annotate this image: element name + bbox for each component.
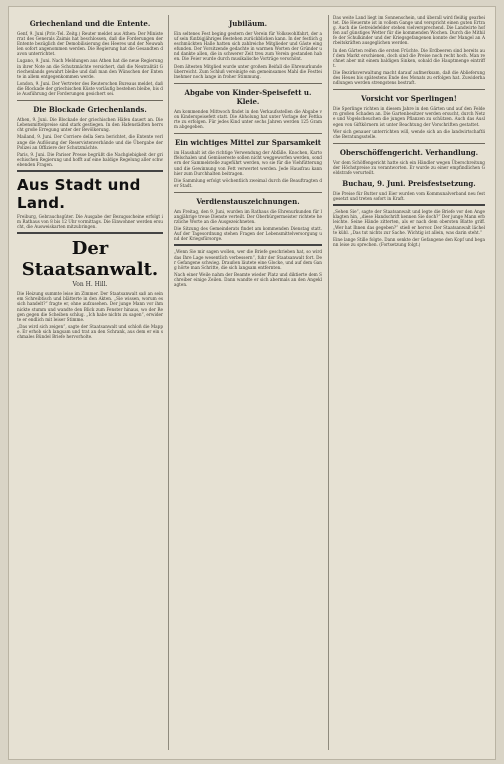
article-paragraph: Das weite Land liegt im Sonnenschein, und überall wird fleißig gearbeitet. Die Heuernte ist in vollem Gange und verspricht einen guten Ertrag. Auch die Getreidefelder stehen vielversprechend. Die Landwirte hoffen auf günstiges Wetter für die kommenden Wochen. Durch die Mithilfe der Schulkinder und der Kriegsgefangenen konnte der Mangel an Arbeitskräften ausgeglichen werden. [333, 15, 485, 46]
article-paragraph: Lugano, 9. Juni. Nach Meldungen aus Athen hat die neue Regierung in ihrer Note an die Schutzmächte versichert, daß die Neutralität Griechenlands gewahrt bleibe und daß man den Wünschen der Entente in allem entgegenkommen werde. [17, 58, 163, 79]
heading-jubilee: Jubiläum. [228, 19, 268, 28]
article-paragraph: In den Gärten reifen die ersten Früchte. Die Erdbeeren sind bereits auf dem Markt erschienen, doch sind die Preise noch recht hoch. Man rechnet aber mit einem baldigen Sinken, sobald die Hauptmenge eintrifft. [333, 47, 485, 68]
heading-thrift: Ein wichtiges Mittel zur Sparsamkeit [174, 138, 322, 148]
article-paragraph: Am Freitag, den 9. Juni, wurden im Rathaus die Ehrenurkunden für langjährige treue Dienste verteilt. Der Oberbürgermeister richtete herzliche Worte an die Ausgezeichneten. [174, 208, 322, 225]
divider [17, 100, 163, 101]
heading-city-country: Aus Stadt und Land. [17, 175, 141, 212]
article-paragraph: Die Bezirksverwaltung macht darauf aufmerksam, daß die Ablieferung des Heues bis spätestens Ende des Monats zu erfolgen hat. Zuwiderhandlungen werden strengstens bestraft. [333, 69, 485, 86]
divider [333, 89, 485, 90]
heading-child-fat: Abgabe von Kinder-Speisefett u. Kleie. [184, 87, 312, 106]
article-paragraph: im Haushalt ist die richtige Verwendung der Abfälle. Knochen, Kartoffelschalen und Gemüsereste sollen nicht weggeworfen werden, sondern der Sammelstelle zugeführt werden, wo sie für die Viehfütterung und die Gewinnung von Fett verwertet werden. Jede Hausfrau kann hier zum Durchhalten beitragen. [174, 150, 322, 176]
article-paragraph: London, 9. Juni. Der Vertreter des Reuterschen Bureaus meldet, daß die Blockade der griechischen Küste vorläufig bestehen bleibe, bis die Ausführung der Forderungen gesichert sei. [17, 80, 163, 97]
article-paragraph: Mailand, 9. Juni. Der Corriere della Sera berichtet, die Entente verlange die Auflösung der Reservistenverbände und die Übergabe der Polizei an Offiziere der Schutzmächte. [17, 134, 163, 150]
story-paragraph: „Wenn Sie mir sagen wollen, wer die Briefe geschrieben hat, so wird das Ihre Lage wesentlich verbessern“, fuhr der Staatsanwalt fort. Der Gefangene schwieg. Draußen läutete eine Glocke, und auf dem Gang hörte man Schritte, die sich langsam entfernten. [174, 249, 322, 270]
heading-buchau: Buchau, 9. Juni. Preisfestsetzung. [342, 179, 476, 189]
byline: Von H. Hill. [72, 281, 108, 289]
story-paragraph: Nach einer Weile nahm der Beamte wieder Platz und diktierte dem Schreiber einige Zeilen. Dann wandte er sich abermals an den Angeklagten. [174, 271, 322, 287]
divider [174, 244, 322, 246]
column-middle [174, 15, 322, 289]
column-left [17, 15, 163, 341]
newspaper-page [8, 6, 496, 760]
heading-sparrows: Vorsicht vor Sperlingen! [361, 94, 457, 104]
article-paragraph: Die Sperlinge richten in diesem Jahre in den Gärten und auf den Feldern großen Schaden an. Die Gartenbesitzer werden ersucht, durch Netze und Vogelscheuchen die jungen Pflanzen zu schützen. Auch das Auslegen von Giftkörnern ist unter Beachtung der Vorschriften gestattet. [333, 106, 485, 127]
divider [174, 83, 322, 84]
story-paragraph: Eine lange Stille folgte. Dann senkte der Gefangene den Kopf und begann leise zu sprechen. (Fortsetzung folgt.) [333, 236, 485, 247]
article-paragraph: Vor dem Schöffengericht hatte sich ein Händler wegen Überschreitung der Höchstpreise zu verantworten. Er wurde zu einer empfindlichen Geldstrafe verurteilt. [333, 159, 485, 175]
article-paragraph: Athen, 9. Juni. Die Blockade der griechischen Häfen dauert an. Die Lebensmittelpreise sind stark gestiegen. In den Hafenstädten herrscht große Erregung unter der Bevölkerung. [17, 117, 163, 133]
heading-feuilleton-title: Der Staatsanwalt. [21, 238, 159, 281]
divider [17, 232, 163, 234]
article-paragraph: Die Preise für Butter und Eier wurden vom Kommunalverband neu festgesetzt und treten sofort in Kraft. [333, 191, 485, 202]
column-right [333, 15, 485, 249]
divider [174, 133, 322, 134]
story-paragraph: Die Heizung summte leise im Zimmer. Der Staatsanwalt saß an seinem Schreibtisch und blätterte in den Akten. „Sie wissen, worum es sich handelt?“ fragte er, ohne aufzusehen. Der junge Mann vor ihm nickte stumm und wandte den Blick zum Fenster hinaus, wo der Regen gegen die Scheiben schlug. „Ich habe nichts zu sagen“, erwiderte er endlich mit leiser Stimme. [17, 291, 163, 322]
story-paragraph: „Sehen Sie“, sagte der Staatsanwalt und legte die Briefe vor den Angeklagten hin, „diese Handschrift kennen Sie doch?“ Der junge Mann erbleichte. Seine Hände zitterten, als er nach dem obersten Blatte griff. „Wer hat Ihnen das gegeben?“ stieß er hervor. Der Staatsanwalt lächelte kühl. „Das tut nichts zur Sache. Wichtig ist allein, was darin steht.“ [333, 209, 485, 235]
article-paragraph: Am kommenden Mittwoch findet in den Verkaufsstellen die Abgabe von Kinderspeisefett statt. Die Abholung hat unter Vorlage der Fettkarte zu erfolgen. Für jedes Kind unter sechs Jahren werden 125 Gramm abgegeben. [174, 108, 322, 130]
article-paragraph: Ein seltenes Fest beging gestern der Verein für Volkswohlfahrt, der auf sein fünfzigjähriges Bestehen zurückblicken kann. In der festlich geschmückten Halle hatten sich zahlreiche Mitglieder und Gäste eingefunden. Der Vorsitzende gedachte in warmen Worten der Gründer und dankte allen, die in schwerer Zeit treu zum Verein gestanden haben. Die Feier wurde durch musikalische Vorträge verschönt. [174, 31, 322, 62]
divider [174, 192, 322, 193]
heading-greece-entente: Griechenland und die Entente. [29, 19, 151, 28]
heading-blockade: Die Blockade Griechenlands. [33, 105, 147, 115]
divider [333, 143, 485, 144]
article-paragraph: Wer sich genauer unterrichten will, wende sich an die landwirtschaftliche Beratungsstelle. [333, 128, 485, 139]
column-rule [168, 15, 169, 750]
divider [17, 170, 163, 172]
article-paragraph: Die Sammlung erfolgt wöchentlich zweimal durch die Beauftragten der Stadt. [174, 177, 322, 188]
article-paragraph: Freiburg, Gebrauchsgüter. Die Ausgabe der Bezugsscheine erfolgt im Rathaus von 8 bis 12 Uhr vormittags. Die Einwohner werden ersucht, die Ausweiskarten mitzubringen. [17, 213, 163, 230]
article-paragraph: Genf, 9. Juni (Priv.-Tel. Zeitg.) Reuter meldet aus Athen: Der Ministerrat des Generals Zaimis hat beschlossen, daß die Forderungen der Entente bezüglich der Demobilisierung des Heeres und der Neuwahlen sofort angenommen werden. Die Regierung hat die Gesandten davon unterrichtet. [17, 31, 163, 57]
column-rule [328, 15, 329, 750]
story-paragraph: „Das wird sich zeigen“, sagte der Staatsanwalt und schloß die Mappe. Er erhob sich langsam und trat an den Schrank, aus dem er ein schmales Bündel Briefe hervorholte. [17, 323, 163, 339]
article-paragraph: Paris, 9. Juni. Die Pariser Presse begrüßt die Nachgiebigkeit der griechischen Regierung und hofft auf eine baldige Regelung aller schwebenden Fragen. [17, 151, 163, 167]
divider [333, 204, 485, 206]
heading-awards: Verdienstauszeichnungen. [196, 196, 300, 206]
heading-court: Oberschöffengericht. Verhandlung. [339, 147, 479, 157]
article-paragraph: Die Sitzung des Gemeinderats findet am kommenden Dienstag statt. Auf der Tagesordnung stehen Fragen der Lebensmittelversorgung und der Kriegsfürsorge. [174, 226, 322, 242]
article-paragraph: Dem ältesten Mitglied wurde unter großem Beifall die Ehrenurkunde überreicht. Zum Schluß vereinigte ein gemeinsames Mahl die Festteilnehmer noch lange in froher Stimmung. [174, 63, 322, 79]
